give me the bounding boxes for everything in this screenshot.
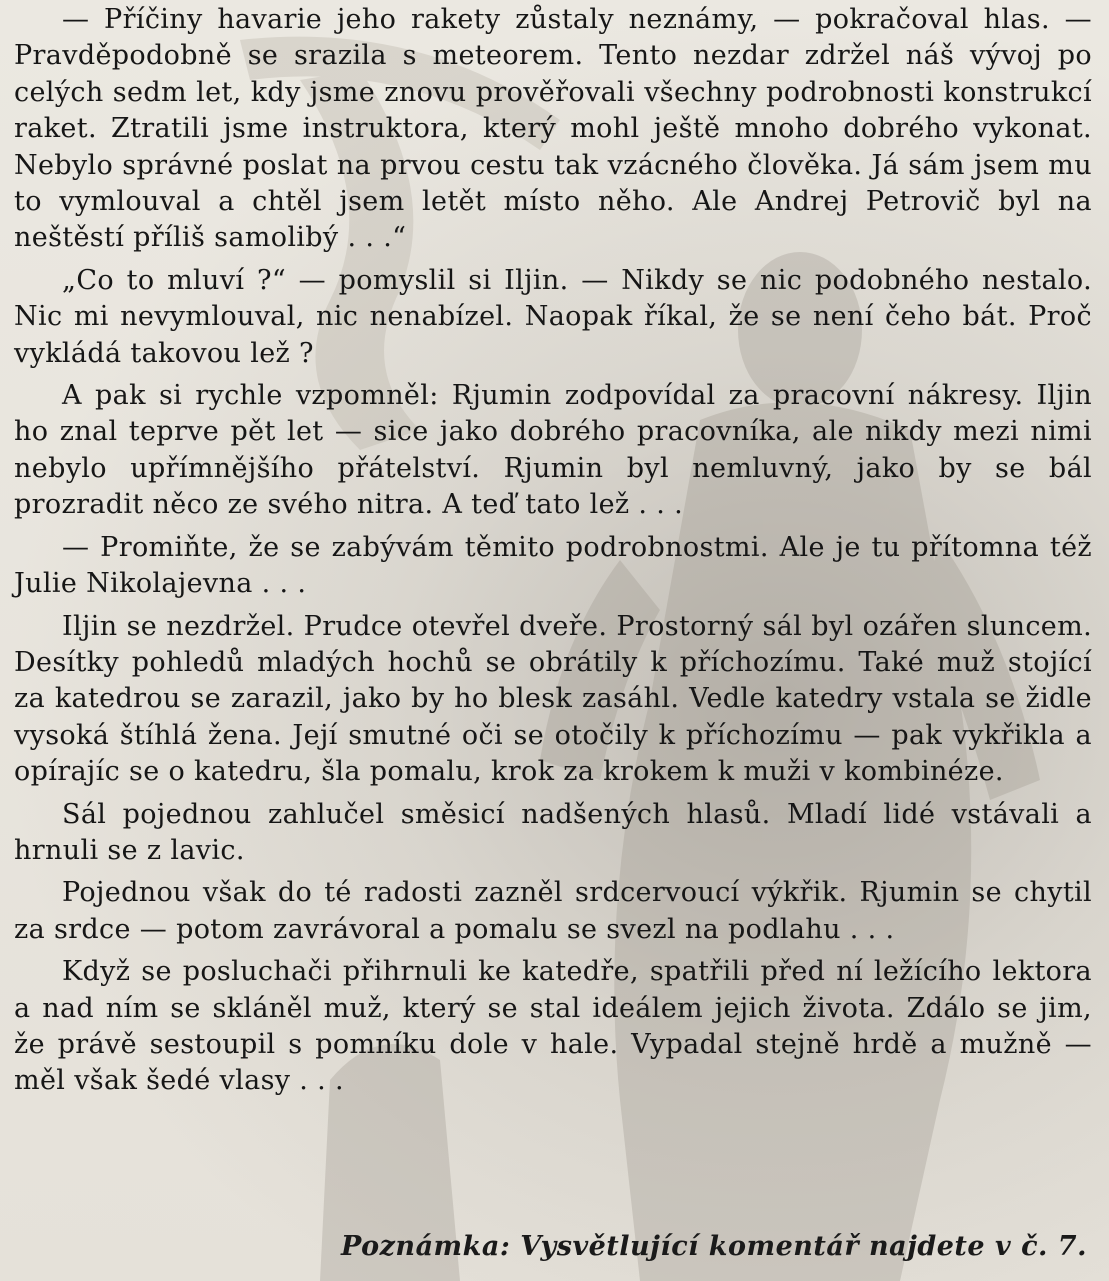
paragraph: Pojednou však do té radosti zazněl srdcervoucí výkřik. Rjumin se chytil za srdce — potom zavrávoral a pomalu se svezl na podlahu . . . [14,877,1092,945]
paragraph: Sál pojednou zahlučel směsicí nadšených hlasů. Mladí lidé vstávali a hrnuli se z lavic. [14,798,1092,866]
paragraph: — Příčiny havarie jeho rakety zůstaly neznámy, — pokračoval hlas. — Pravděpodobně se srazila s meteorem. Tento nezdar zdržel náš vývoj po celých sedm let, kdy jsme znovu prověřovali všechny podrobnosti konstrukcí raket. Ztratili jsme instruktora, který mohl ještě mnoho dobrého vykonat. Nebylo správné poslat na prvou cestu tak vzácného člověka. Já sám jsem mu to vymlouval a chtěl jsem letět místo něho. Ale Andrej Petrovič byl na neštěstí příliš samolibý . . .“ [14,4,1092,254]
paragraph: Když se posluchači přihrnuli ke katedře, spatřili před ní ležícího lektora a nad ním se skláněl muž, který se stal ideálem jejich života. Zdálo se jim, že právě sestoupil s pomníku dole v hale. Vypadal stejně hrdě a mužně — měl však šedé vlasy . . . [14,956,1092,1097]
paragraph: A pak si rychle vzpomněl: Rjumin zodpovídal za pracovní nákresy. Iljin ho znal teprve pět let — sice jako dobrého pracovníka, ale nikdy mezi nimi nebylo upřímnějšího přátelství. Rjumin byl nemluvný, jako by se bál prozradit něco ze svého nitra. A teď tato lež . . . [14,380,1092,521]
paragraph: „Co to mluví ?“ — pomyslil si Iljin. — Nikdy se nic podobného nestalo. Nic mi nevymlouval, nic nenabízel. Naopak říkal, že se není čeho bát. Proč vykládá takovou lež ? [14,264,1092,369]
footnote: Poznámka: Vysvětlující komentář najdete v č. 7. [341,1231,1087,1262]
article-text [14,2,1092,1100]
paragraph: Iljin se nezdržel. Prudce otevřel dveře. Prostorný sál byl ozářen sluncem. Desítky pohledů mladých hochů se obrátily k příchozímu. Také muž stojící za katedrou se zarazil, jako by ho blesk zasáhl. Vedle katedry vstala se židle vysoká štíhlá žena. Její smutné oči se otočily k příchozímu — pak vykřikla a opírajíc se o katedru, šla pomalu, krok za krokem k muži v kombinéze. [14,610,1092,788]
paragraph: — Promiňte, že se zabývám těmito podrobnostmi. Ale je tu přítomna též Julie Nikolajevna . . . [14,531,1092,600]
